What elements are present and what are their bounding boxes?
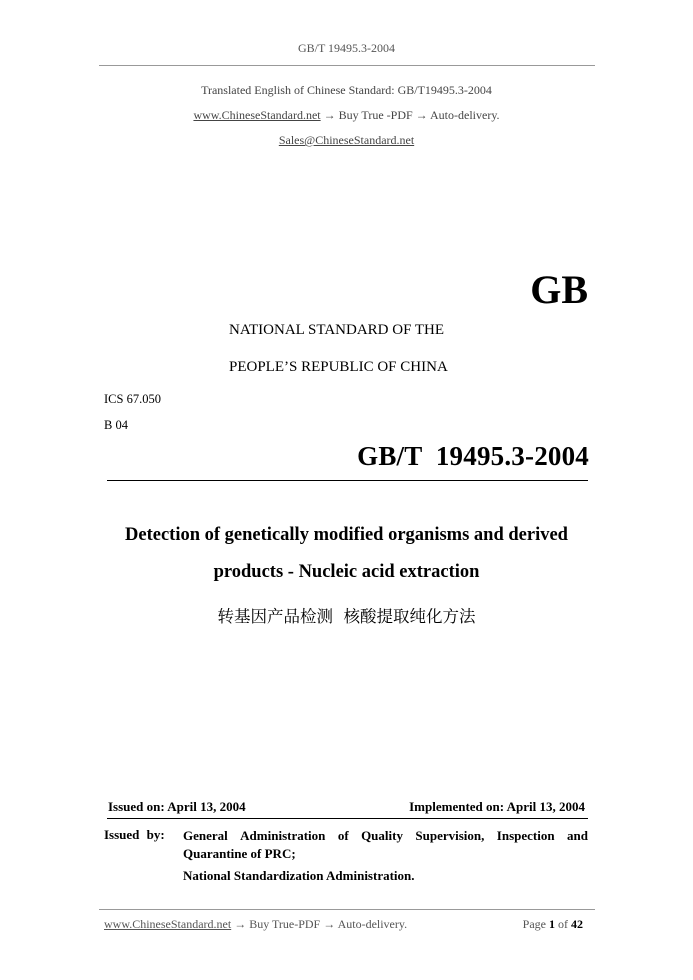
running-header: GB/T 19495.3-2004 [297,41,396,55]
title-chinese: 转基因产品检测 核酸提取纯化方法 [217,607,476,626]
page-number: 1 [549,917,555,931]
gb-mark: GB [530,267,588,312]
promo-line-translation: Translated English of Chinese Standard: GB/T19495.3-2004 [201,83,492,97]
issuer-1-word: Supervision, [415,828,485,843]
email-link[interactable]: Sales@ChineseStandard.net [278,133,415,147]
header-rule [99,65,595,66]
implemented-on-date: Implemented on: April 13, 2004 [409,799,585,814]
issuer-1-line2: Quarantine of PRC; [183,846,296,861]
standard-number-rule [107,480,588,481]
dates-rule [107,818,588,819]
footer-promo [104,917,407,932]
page-indicator [523,917,583,932]
page-total: 42 [571,917,583,931]
issued-on-date: Issued on: April 13, 2004 [108,799,246,814]
promo-line-email [0,133,693,148]
promo-line-buy [0,108,693,123]
issuer-1-line1 [183,827,588,845]
title-line1: Detection of genetically modified organisms and derived [125,525,568,545]
national-standard-line2: PEOPLE’S REPUBLIC OF CHINA [229,359,448,375]
ics-code: ICS 67.050 [104,392,161,406]
ccs-code: B 04 [104,418,128,432]
of-label: of [558,917,568,931]
promo-buy-text: → Buy True -PDF → Auto-delivery. [320,108,500,122]
title-line2: products - Nucleic acid extraction [213,562,480,582]
standard-number: GB/T 19495.3-2004 [357,441,589,471]
issued-by-label: Issued by: [104,827,165,842]
issuer-1-word: of [337,828,349,843]
page-label: Page [522,917,546,931]
footer-buy-text: → Buy True-PDF → Auto-delivery. [231,917,408,931]
issuer-1-word: Administration [240,828,326,843]
issuer-2: National Standardization Administration. [183,868,415,883]
issuer-1-word: General [183,828,228,843]
site-link[interactable]: www.ChineseStandard.net [193,108,321,122]
issuer-1-word: and [566,828,588,843]
national-standard-line1: NATIONAL STANDARD OF THE [229,322,445,338]
footer-site-link[interactable]: www.ChineseStandard.net [104,917,232,931]
footer-rule [99,909,595,910]
issuer-1-word: Quality [361,828,403,843]
issuer-1-word: Inspection [496,828,555,843]
issuer-1 [183,827,588,863]
